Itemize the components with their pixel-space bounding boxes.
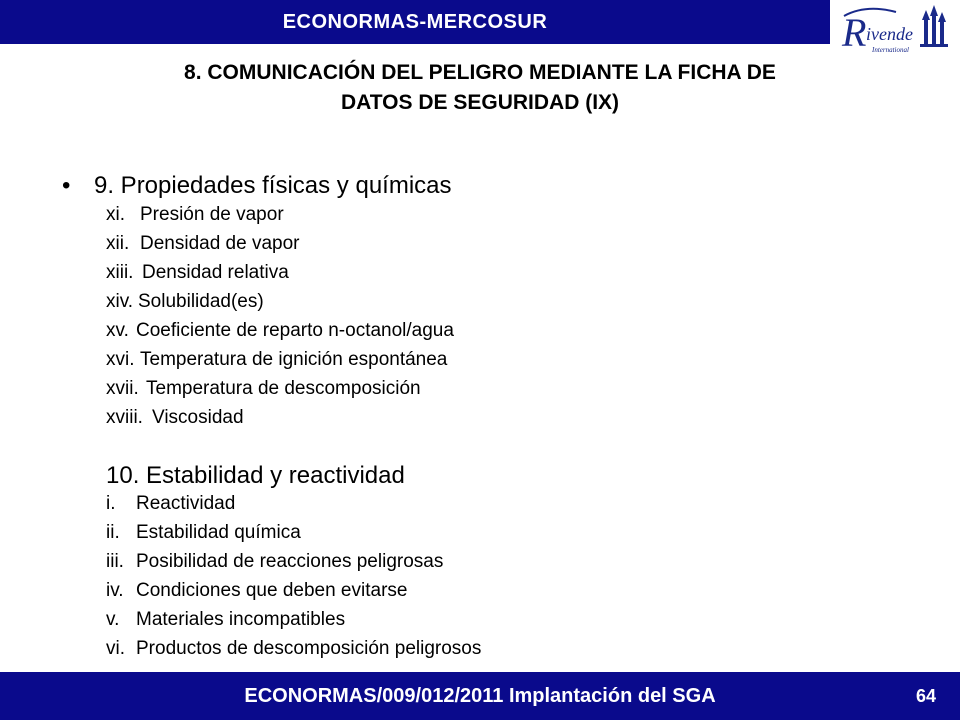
list-item: iv. Condiciones que deben evitarse (106, 580, 408, 601)
list-item: vi. Productos de descomposición peligrosos (106, 638, 482, 659)
list-item: xiv. Solubilidad(es) (106, 291, 264, 312)
list-item: xi. Presión de vapor (106, 204, 284, 225)
list-item: ii. Estabilidad química (106, 522, 301, 543)
rivende-logo-icon (836, 2, 952, 64)
list-item: xv. Coeficiente de reparto n-octanol/agua (106, 320, 454, 341)
page-number: 64 (915, 686, 936, 706)
list-item: xvi. Temperatura de ignición espontánea (106, 349, 448, 370)
section-heading-stability-reactivity: 10. Estabilidad y reactividad (106, 462, 405, 489)
list-item: xvii. Temperatura de descomposición (106, 378, 421, 399)
list-item: v. Materiales incompatibles (106, 609, 346, 630)
svg-text:International: International (872, 46, 909, 54)
list-item: iii. Posibilidad de reacciones peligrosas (106, 551, 444, 572)
footer-text: ECONORMAS/009/012/2011 Implantación del SGA (244, 685, 716, 707)
slide-title-line2: DATOS DE SEGURIDAD (IX) (340, 91, 620, 114)
section-heading-physical-chemical: 9. Propiedades físicas y químicas (94, 172, 452, 199)
svg-text:R: R (842, 10, 867, 55)
svg-text:ivende: ivende (866, 24, 913, 44)
header-title: ECONORMAS-MERCOSUR (282, 11, 548, 33)
bullet-marker: • (62, 172, 71, 199)
list-item: i. Reactividad (106, 493, 236, 514)
slide-title-line1: 8. COMUNICACIÓN DEL PELIGRO MEDIANTE LA FICHA DE (184, 61, 776, 84)
list-item: xii. Densidad de vapor (106, 233, 300, 254)
slide-title (60, 58, 900, 118)
list-item: xiii. Densidad relativa (106, 262, 289, 283)
list-item: xviii. Viscosidad (106, 407, 244, 428)
